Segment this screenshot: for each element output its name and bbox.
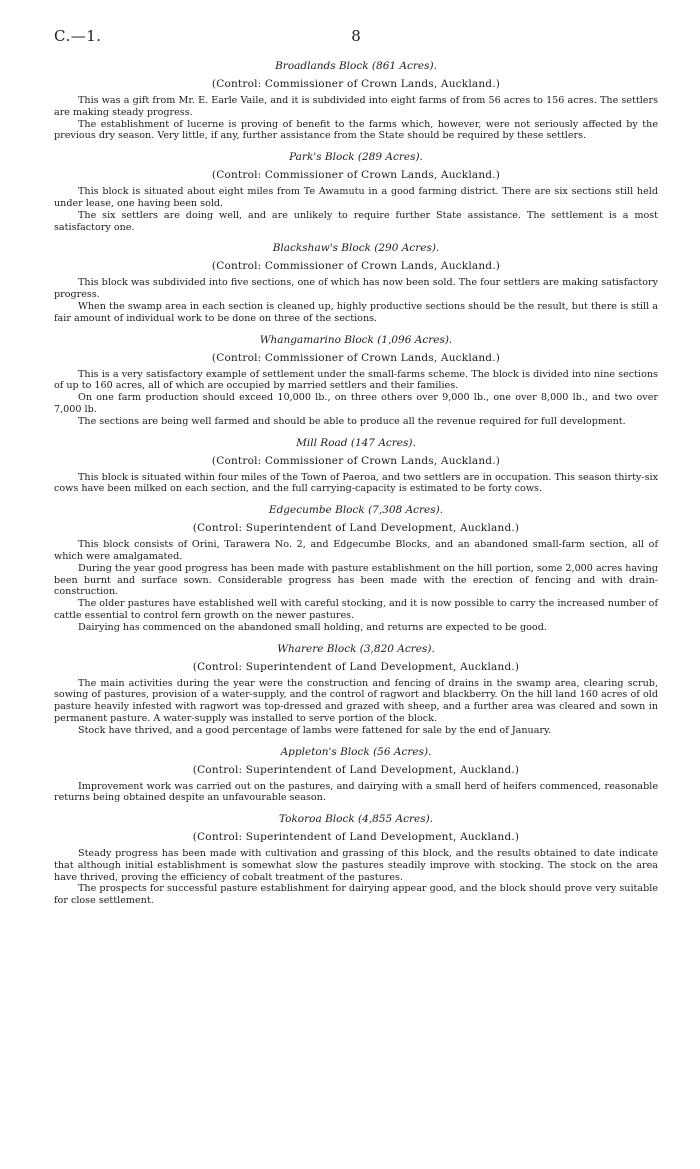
block-section — [54, 813, 658, 907]
section-title: Broadlands Block (861 Acres). — [275, 60, 437, 72]
section-control: (Control: Superintendent of Land Development, Auckland.) — [192, 660, 520, 673]
block-section — [54, 60, 658, 142]
section-paragraph: The prospects for successful pasture establishment for dairying appear good, and the block should prove very suitable for close settlement. — [54, 883, 658, 907]
section-title: Blackshaw's Block (290 Acres). — [272, 242, 440, 255]
section-control: (Control: Commissioner of Crown Lands, Auckland.) — [211, 169, 501, 182]
section-spacer — [54, 495, 658, 504]
section-spacer — [54, 233, 658, 242]
block-section — [54, 437, 658, 496]
section-paragraph: On one farm production should exceed 10,000 lb., on three others over 9,000 lb., one over 8,000 lb., and two over 7,000 lb. — [54, 392, 658, 415]
section-paragraph: This is a very satisfactory example of settlement under the small-farms scheme. The block is divided into nine sections of up to 160 acres, all of which are occupied by married settlers and their families. — [54, 368, 658, 392]
section-paragraph: The six settlers are doing well, and are unlikely to require further State assistance. The settlement is a most satisfactory one. — [54, 209, 658, 233]
section-control: (Control: Superintendent of Land Development, Auckland.) — [192, 763, 520, 776]
section-paragraph: Steady progress has been made with cultivation and grassing of this block, and the results obtained to date indicate that although initial establishment is somewhat slow the pastures steadily improve with stocking. The stock on the area have thrived, proving the efficiency of cobalt treatment of the pastures. — [54, 848, 658, 883]
section-control: (Control: Commissioner of Crown Lands, Auckland.) — [211, 454, 501, 467]
section-control: (Control: Superintendent of Land Development, Auckland.) — [192, 522, 520, 535]
section-spacer — [54, 142, 658, 151]
section-title: Edgecumbe Block (7,308 Acres). — [268, 504, 444, 517]
section-paragraph: This block is situated within four miles of the Town of Paeroa, and two settlers are in occupation. This season thirty-six cows have been milked on each section, and the full carrying-capacity is estimated to be forty cows. — [54, 471, 658, 495]
section-paragraph: This block is situated about eight miles from Te Awamutu in a good farming district. There are six sections still held under lease, one having been sold. — [54, 186, 658, 209]
block-section — [54, 334, 658, 428]
document-body — [54, 60, 658, 907]
section-spacer — [54, 804, 658, 813]
block-section — [54, 504, 658, 633]
section-spacer — [54, 428, 658, 437]
block-section — [54, 746, 658, 805]
section-title: Appleton's Block (56 Acres). — [280, 745, 432, 758]
section-title: Mill Road (147 Acres). — [296, 436, 416, 449]
section-control: (Control: Commissioner of Crown Lands, Auckland.) — [211, 260, 501, 273]
section-spacer — [54, 737, 658, 746]
section-spacer — [54, 325, 658, 334]
section-control: (Control: Superintendent of Land Development, Auckland.) — [192, 831, 520, 844]
section-paragraph: This block consists of Orini, Tarawera No. 2, and Edgecumbe Blocks, and an abandoned small-farm section, all of which were amalgamated. — [54, 539, 658, 562]
section-paragraph: Dairying has commenced on the abandoned small holding, and returns are expected to be good. — [78, 621, 547, 633]
section-paragraph: This block was subdivided into five sections, one of which has now been sold. The four settlers are making satisfactory progress. — [54, 277, 658, 301]
page-header — [54, 0, 658, 60]
section-title: Tokoroa Block (4,855 Acres). — [278, 813, 434, 826]
section-paragraph: This was a gift from Mr. E. Earle Vaile, and it is subdivided into eight farms of from 56 acres to 156 acres. The settlers are making steady progress. — [54, 95, 658, 118]
block-section — [54, 643, 658, 737]
section-spacer — [54, 634, 658, 643]
document-reference: C.—1. — [54, 27, 102, 45]
section-paragraph: The sections are being well farmed and should be able to produce all the revenue required for full development. — [78, 415, 626, 427]
section-title: Park's Block (289 Acres). — [289, 151, 423, 164]
section-title: Wharere Block (3,820 Acres). — [277, 642, 435, 655]
section-paragraph: When the swamp area in each section is cleaned up, highly productive sections should be the result, but there is still a fair amount of individual work to be done on three of the sections. — [54, 300, 658, 324]
section-paragraph: Stock have thrived, and a good percentage of lambs were fattened for sale by the end of January. — [78, 724, 552, 736]
section-paragraph: Improvement work was carried out on the pastures, and dairying with a small herd of heifers commenced, reasonable returns being obtained despite an unfavourable season. — [54, 780, 658, 804]
section-paragraph: The main activities during the year were the construction and fencing of drains in the swamp area, clearing scrub, sowing of pastures, provision of a water-supply, and the control of ragwort and blackberry. On the hill land 160 acres of old pasture heavily infested with ragwort was top-dressed and grazed with sheep, and a further area was cleared and sown in permanent pasture. A water-supply was installed to serve portion of the block. — [54, 677, 658, 724]
block-section — [54, 242, 658, 324]
section-control: (Control: Commissioner of Crown Lands, Auckland.) — [211, 78, 501, 90]
block-section — [54, 151, 658, 233]
page-number: 8 — [351, 27, 361, 45]
section-title: Whangamarino Block (1,096 Acres). — [259, 333, 453, 346]
section-paragraph: During the year good progress has been made with pasture establishment on the hill portion, some 2,000 acres having been burnt and surface sown. Considerable progress has been made with the erection of fencing and with drain-construction. — [54, 562, 658, 598]
section-paragraph: The older pastures have established well with careful stocking, and it is now possible to carry the increased number of cattle essential to control fern growth on the newer pastures. — [54, 598, 658, 621]
section-control: (Control: Commissioner of Crown Lands, Auckland.) — [211, 351, 501, 364]
section-paragraph: The establishment of lucerne is proving of benefit to the farms which, however, were not seriously affected by the previous dry season. Very little, if any, further assistance from the State should be required by these settlers. — [54, 118, 658, 142]
